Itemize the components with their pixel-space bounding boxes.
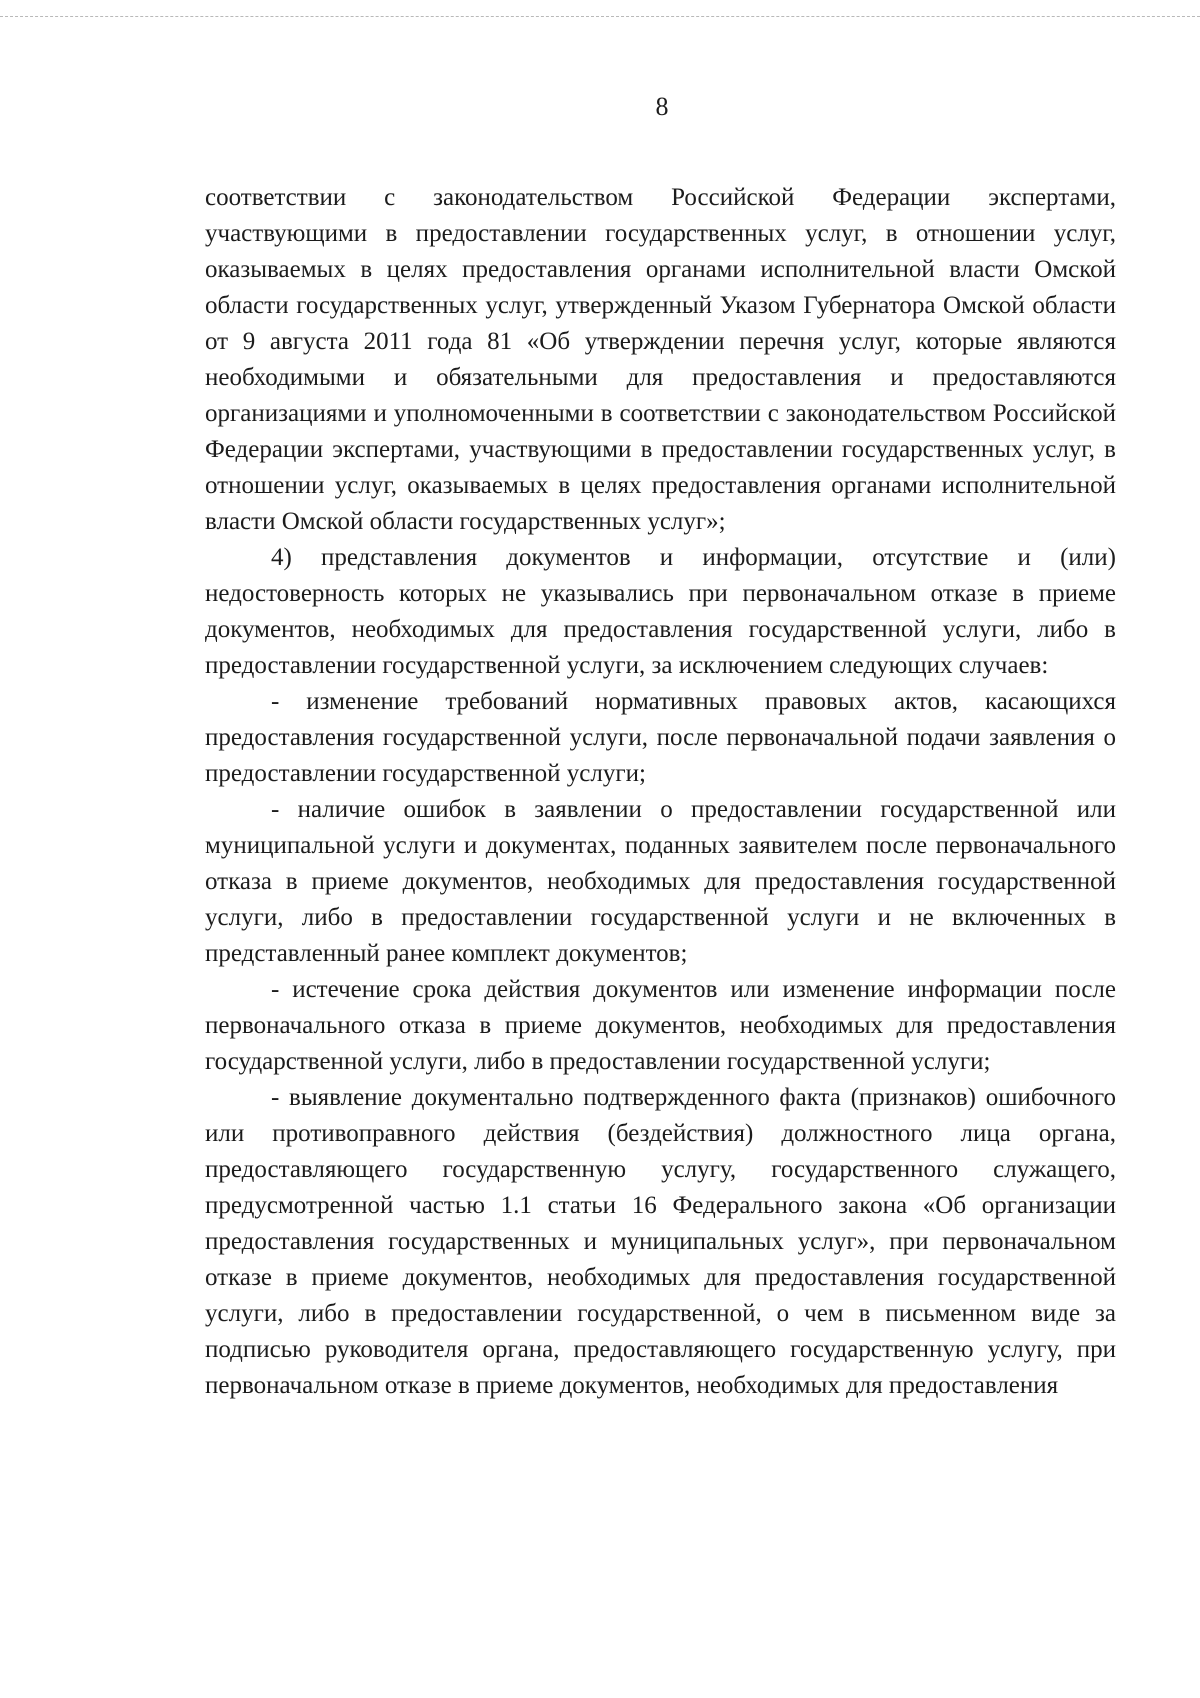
paragraph-exception-3: - истечение срока действия документов или изменение информации после первоначального отказа в приеме документов, необходимых для предоставления государственной услуги, либо в предоставлении государственной услуги; [205,976,1116,1075]
paragraph-exception-4: - выявление документально подтвержденного факта (признаков) ошибочного или противоправного действия (бездействия) должностного лица органа, предоставляющего государственную услугу, государственного служащего, предусмотренной частью 1.1 статьи 16 Федерального закона «Об организации предоставления государственных и муниципальных услуг», при первоначальном отказе в приеме документов, необходимых для предоставления государственной услуги, либо в предоставлении государственной, о чем в письменном виде за подписью руководителя органа, предоставляющего государственную услугу, при первоначальном отказе в приеме документов, необходимых для предоставления [205,1084,1116,1399]
scan-edge-line [0,16,1200,17]
paragraph-exception-2: - наличие ошибок в заявлении о предоставлении государственной или муниципальной услуги и документах, поданных заявителем после первоначального отказа в приеме документов, необходимых для предоставления государственной услуги, либо в предоставлении государственной услуги и не включенных в представленный ранее комплект документов; [205,796,1116,967]
document-body [205,180,1116,1404]
page-number: 8 [655,92,669,121]
paragraph-item-4: 4) представления документов и информации, отсутствие и (или) недостоверность которых не указывались при первоначальном отказе в приеме документов, необходимых для предоставления государственной услуги, либо в предоставлении государственной услуги, за исключением следующих случаев: [205,544,1116,679]
paragraph-exception-1: - изменение требований нормативных правовых актов, касающихся предоставления государственной услуги, после первоначальной подачи заявления о предоставлении государственной услуги; [205,688,1116,787]
paragraph-continuation: соответствии с законодательством Российской Федерации экспертами, участвующими в предоставлении государственных услуг, в отношении услуг, оказываемых в целях предоставления органами исполнительной власти Омской области государственных услуг, утвержденный Указом Губернатора Омской области от 9 августа 2011 года 81 «Об утверждении перечня услуг, которые являются необходимыми и обязательными для предоставления и предоставляются организациями и уполномоченными в соответствии с законодательством Российской Федерации экспертами, участвующими в предоставлении государственных услуг, в отношении услуг, оказываемых в целях предоставления органами исполнительной власти Омской области государственных услуг»; [205,184,1116,535]
